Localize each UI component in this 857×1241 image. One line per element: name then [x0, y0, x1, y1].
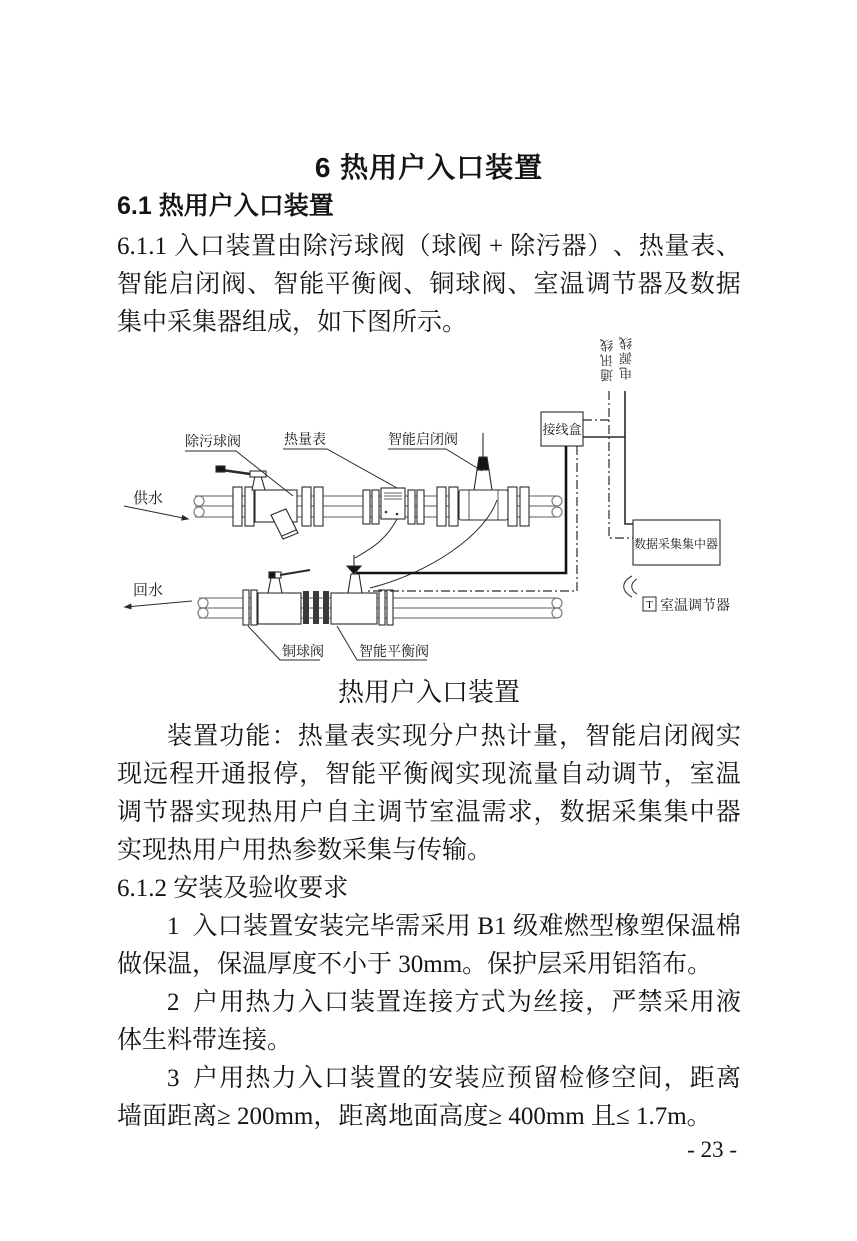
text-line: 集中采集器组成，如下图所示。 — [117, 309, 468, 336]
text-line: 智 能 启 闭 阀 、 智 能 平 衡 阀 、 铜 球 阀 、 室 温 调 节 器 及 数 据 — [117, 271, 741, 298]
page-number: - 23 - — [687, 1137, 737, 1162]
text-line: 做保温，保温厚度不小于 30mm。保护层采用铝箔布。 — [117, 951, 713, 978]
wireless-icon — [624, 576, 632, 597]
power-line-label: 电源线 — [619, 335, 634, 380]
supply-label: 供水 — [133, 491, 164, 507]
heat-meter-label: 热量表 — [284, 433, 326, 448]
return-label: 回水 — [133, 583, 164, 599]
room-thermostat-label: 室温调节器 — [660, 599, 730, 614]
smart-balance-valve — [331, 555, 393, 625]
text-line: 6.1.1 入 口 装 置 由 除 污 球 阀 （ 球 阀 + 除 污 器 ） 、 热 量 表 、 — [117, 233, 741, 260]
text-line: 2 户 用 热 力 入 口 装 置 连 接 方 式 为 丝 接 ， 严 禁 采 用 液 — [167, 989, 741, 1016]
figure-diagram — [100, 330, 780, 678]
data-collector-label: 数据采集集中器 — [633, 537, 719, 551]
body-paragraphs — [117, 718, 741, 1136]
chapter-title: 6 热用户入口装置 — [314, 152, 544, 183]
label-leaders — [124, 449, 482, 660]
section-heading: 6.1 热用户入口装置 — [117, 192, 334, 220]
heat-meter — [363, 488, 424, 524]
smart-balance-valve-label: 智能平衡阀 — [359, 645, 429, 660]
copper-ball-valve — [243, 570, 310, 625]
text-line: 调 节 器 实 现 热 用 户 自 主 调 节 室 温 需 求 ， 数 据 采 集 集 中 器 — [117, 799, 741, 826]
pipe-unions — [303, 591, 329, 624]
wireless-icon — [632, 579, 637, 594]
piping-schematic — [100, 330, 780, 678]
junction-box-label: 接线盒 — [542, 422, 582, 437]
text-line: 墙面距离≥ 200mm，距离地面高度≥ 400mm 且≤ 1.7m。 — [117, 1103, 712, 1130]
copper-ball-valve-label: 铜球阀 — [282, 645, 324, 660]
comm-line-label: 通讯线 — [600, 337, 615, 382]
text-line: 实现热用户用热参数采集与传输。 — [117, 837, 493, 864]
dirt-ball-valve-label: 除污球阀 — [185, 435, 241, 450]
intro-paragraph — [117, 228, 741, 342]
thermostat-t-icon: T — [646, 599, 653, 611]
text-line: 6.1.2 安装及验收要求 — [117, 875, 349, 902]
figure-caption: 热用户入口装置 — [337, 678, 520, 707]
text-line: 3 户 用 热 力 入 口 装 置 的 安 装 应 预 留 检 修 空 间 ， 距 离 — [167, 1065, 741, 1092]
text-line: 现 远 程 开 通 报 停 ， 智 能 平 衡 阀 实 现 流 量 自 动 调 节 ， 室 温 — [117, 761, 741, 788]
text-line: 1 入 口 装 置 安 装 完 毕 需 采 用 B1 级 难 燃 型 橡 塑 保 温 棉 — [167, 913, 741, 940]
text-line: 体生料带连接。 — [117, 1027, 293, 1054]
smart-onoff-valve-label: 智能启闭阀 — [388, 433, 458, 448]
text-line: 装 置 功 能 ： 热 量 表 实 现 分 户 热 计 量 ， 智 能 启 闭 阀 实 — [167, 723, 741, 750]
